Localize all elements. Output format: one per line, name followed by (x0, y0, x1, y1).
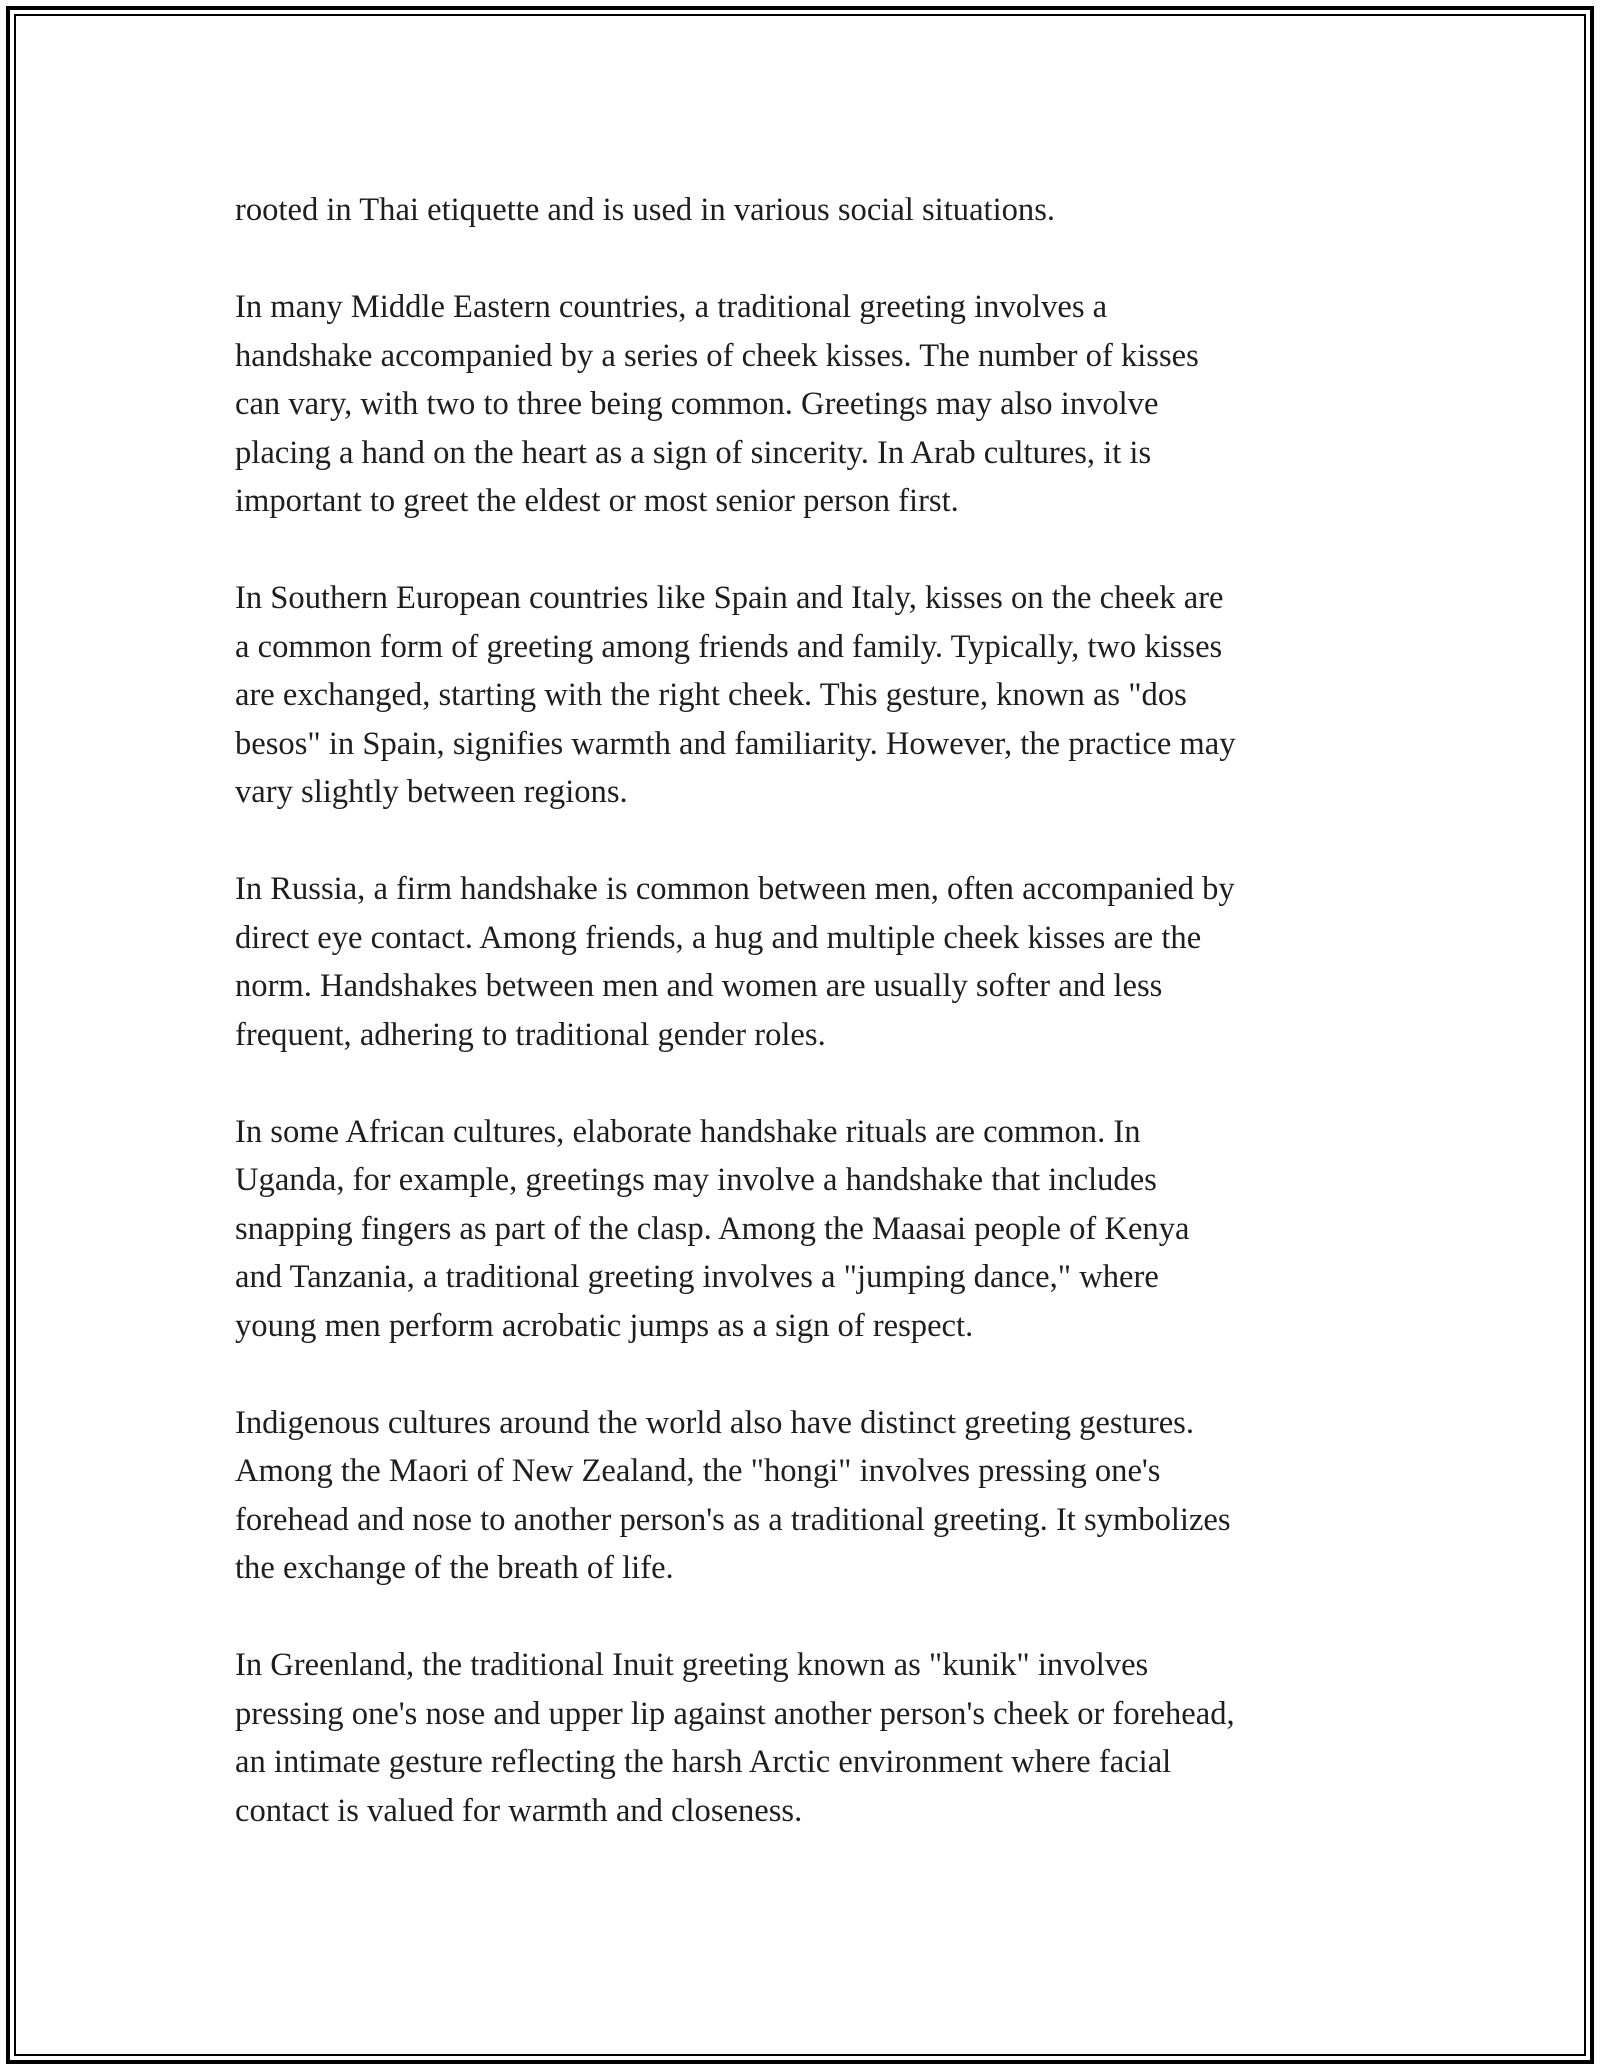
text-line: Indigenous cultures around the world also have distinct greeting gestures. (235, 1404, 1195, 1441)
text-line: young men perform acrobatic jumps as a sign of respect. (235, 1307, 974, 1344)
document-body (235, 186, 1375, 1835)
paragraph-southern-europe (235, 574, 1375, 817)
text-line: Uganda, for example, greetings may involve a handshake that includes (235, 1162, 1157, 1198)
text-line: a common form of greeting among friends and family. Typically, two kisses (235, 628, 1223, 665)
text-line: pressing one's nose and upper lip against another person's cheek or forehead, (235, 1695, 1235, 1732)
text-line: and Tanzania, a traditional greeting involves a "jumping dance," where (235, 1259, 1159, 1295)
text-line: an intimate gesture reflecting the harsh Arctic environment where facial (235, 1744, 1172, 1780)
paragraph-greenland (235, 1641, 1375, 1835)
text-line: In Russia, a firm handshake is common between men, often accompanied by (235, 871, 1235, 907)
paragraph-africa (235, 1108, 1375, 1351)
text-line: placing a hand on the heart as a sign of sincerity. In Arab cultures, it is (235, 434, 1152, 471)
text-line: In some African cultures, elaborate handshake rituals are common. In (235, 1113, 1141, 1150)
text-line: forehead and nose to another person's as a traditional greeting. It symbolizes (235, 1501, 1231, 1538)
text-line: In Greenland, the traditional Inuit greeting known as "kunik" involves (235, 1647, 1149, 1683)
text-line: snapping fingers as part of the clasp. Among the Maasai people of Kenya (235, 1210, 1190, 1247)
paragraph-russia (235, 865, 1375, 1059)
text-line: important to greet the eldest or most senior person first. (235, 483, 959, 519)
text-line: rooted in Thai etiquette and is used in various social situations. (235, 192, 1056, 228)
paragraph-indigenous (235, 1399, 1375, 1593)
text-line: are exchanged, starting with the right cheek. This gesture, known as "dos (235, 677, 1187, 713)
text-line: handshake accompanied by a series of cheek kisses. The number of kisses (235, 337, 1199, 374)
text-line: contact is valued for warmth and closeness. (235, 1792, 803, 1829)
text-line: besos" in Spain, signifies warmth and familiarity. However, the practice may (235, 725, 1236, 762)
text-line: norm. Handshakes between men and women are usually softer and less (235, 968, 1163, 1004)
text-line: direct eye contact. Among friends, a hug and multiple cheek kisses are the (235, 919, 1202, 956)
paragraph-thai-etiquette (235, 186, 1375, 235)
text-line: In many Middle Eastern countries, a traditional greeting involves a (235, 289, 1108, 325)
text-line: can vary, with two to three being common. Greetings may also involve (235, 386, 1159, 422)
paragraph-middle-east (235, 283, 1375, 526)
text-line: frequent, adhering to traditional gender roles. (235, 1016, 826, 1053)
text-line: In Southern European countries like Spain and Italy, kisses on the cheek are (235, 580, 1224, 616)
text-line: Among the Maori of New Zealand, the "hongi" involves pressing one's (235, 1453, 1161, 1489)
text-line: vary slightly between regions. (235, 774, 628, 810)
text-line: the exchange of the breath of life. (235, 1550, 674, 1586)
